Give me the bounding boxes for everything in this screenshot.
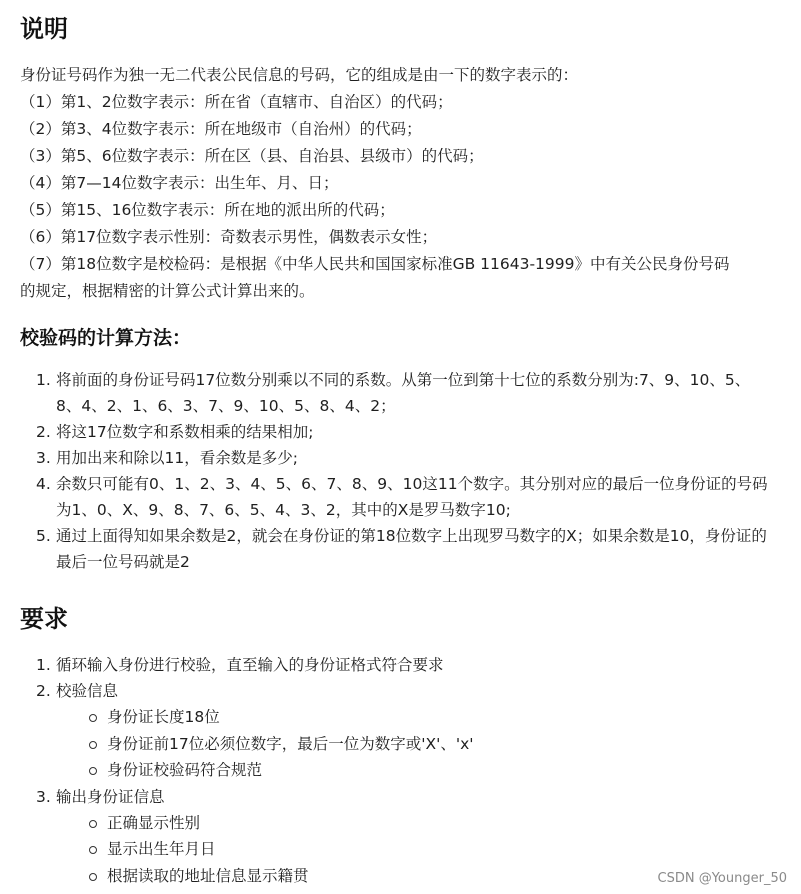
intro-item: （3）第5、6位数字表示：所在区（县、自治县、县级市）的代码； xyxy=(20,147,484,165)
list-number: 3. xyxy=(36,787,51,806)
intro-item: （1）第1、2位数字表示：所在省（直辖市、自治区）的代码； xyxy=(20,93,453,111)
intro-item: 的规定，根据精密的计算公式计算出来的。 xyxy=(20,282,315,300)
intro-item: （5）第15、16位数字表示：所在地的派出所的代码； xyxy=(20,201,395,219)
sub-list-text: 身份证长度18位 xyxy=(107,708,220,726)
list-item xyxy=(36,652,771,678)
list-number: 1. xyxy=(36,371,51,389)
intro-paragraph: 身份证号码作为独一无二代表公民信息的号码，它的组成是由一下的数字表示的： xyxy=(20,66,579,84)
circle-bullet-icon xyxy=(89,873,97,881)
list-number: 1. xyxy=(36,656,51,674)
checksum-heading: 校验码的计算方法： xyxy=(20,327,192,349)
sub-list-item xyxy=(87,704,771,731)
list-item xyxy=(36,445,771,471)
sub-list-text: 显示出生年月日 xyxy=(107,840,216,858)
list-item xyxy=(36,471,771,523)
list-number: 4. xyxy=(36,475,51,493)
list-text: 余数只可能有0、1、2、3、4、5、6、7、8、9、10这11个数字。其分别对应的最后一位身份证的号码为1、0、X、9、8、7、6、5、4、3、2，其中的X是罗马数字10; xyxy=(56,475,768,519)
sub-list-item xyxy=(87,810,771,837)
list-item xyxy=(36,523,771,575)
list-text: 将这17位数字和系数相乘的结果相加; xyxy=(56,423,314,441)
list-item xyxy=(36,419,771,445)
sub-list-text: 身份证校验码符合规范 xyxy=(107,761,263,779)
intro-item: （4）第7—14位数字表示：出生年、月、日； xyxy=(20,174,339,192)
circle-bullet-icon xyxy=(89,741,97,749)
csdn-watermark: CSDN @Younger_50 xyxy=(657,871,787,886)
intro-heading: 说明 xyxy=(20,15,68,43)
circle-bullet-icon xyxy=(89,846,97,854)
sub-list-text: 身份证前17位必须位数字，最后一位为数字或'X'、'x' xyxy=(107,734,474,753)
list-text: 通过上面得知如果余数是2，就会在身份证的第18位数字上出现罗马数字的Ⅹ；如果余数是10，身份证的最后一位号码就是2 xyxy=(56,527,767,571)
list-number: 5. xyxy=(36,527,51,545)
circle-bullet-icon xyxy=(89,714,97,722)
circle-bullet-icon xyxy=(89,767,97,775)
requirements-list xyxy=(36,652,771,889)
sub-list-item xyxy=(87,836,771,863)
list-text: 循环输入身份进行校验，直至输入的身份证格式符合要求 xyxy=(56,656,444,674)
sub-list-text: 正确显示性别 xyxy=(107,813,201,832)
sub-list-item xyxy=(87,731,771,758)
intro-item: （7）第18位数字是校检码：是根据《中华人民共和国国家标准GB 11643-1999》中有关公民身份号码 xyxy=(20,255,730,273)
sub-list-item xyxy=(87,757,771,784)
list-text: 输出身份证信息 xyxy=(56,787,165,806)
list-text: 将前面的身份证号码17位数分别乘以不同的系数。从第一位到第十七位的系数分别为:7、9、10、5、8、4、2、1、6、3、7、9、10、5、8、4、2； xyxy=(56,371,751,415)
intro-item: （2）第3、4位数字表示：所在地级市（自治州）的代码； xyxy=(20,120,422,138)
list-item xyxy=(36,678,771,784)
sub-list-text: 根据读取的地址信息显示籍贯 xyxy=(107,866,309,885)
checksum-steps xyxy=(36,367,771,575)
circle-bullet-icon xyxy=(89,820,97,828)
list-number: 2. xyxy=(36,682,51,700)
list-number: 3. xyxy=(36,449,51,467)
list-number: 2. xyxy=(36,423,51,441)
list-item xyxy=(36,367,771,419)
sub-list xyxy=(56,704,771,784)
list-text: 用加出来和除以11，看余数是多少; xyxy=(56,449,298,467)
intro-item: （6）第17位数字表示性别：奇数表示男性，偶数表示女性； xyxy=(20,228,438,246)
list-text: 校验信息 xyxy=(56,682,119,700)
requirements-heading: 要求 xyxy=(20,605,68,633)
